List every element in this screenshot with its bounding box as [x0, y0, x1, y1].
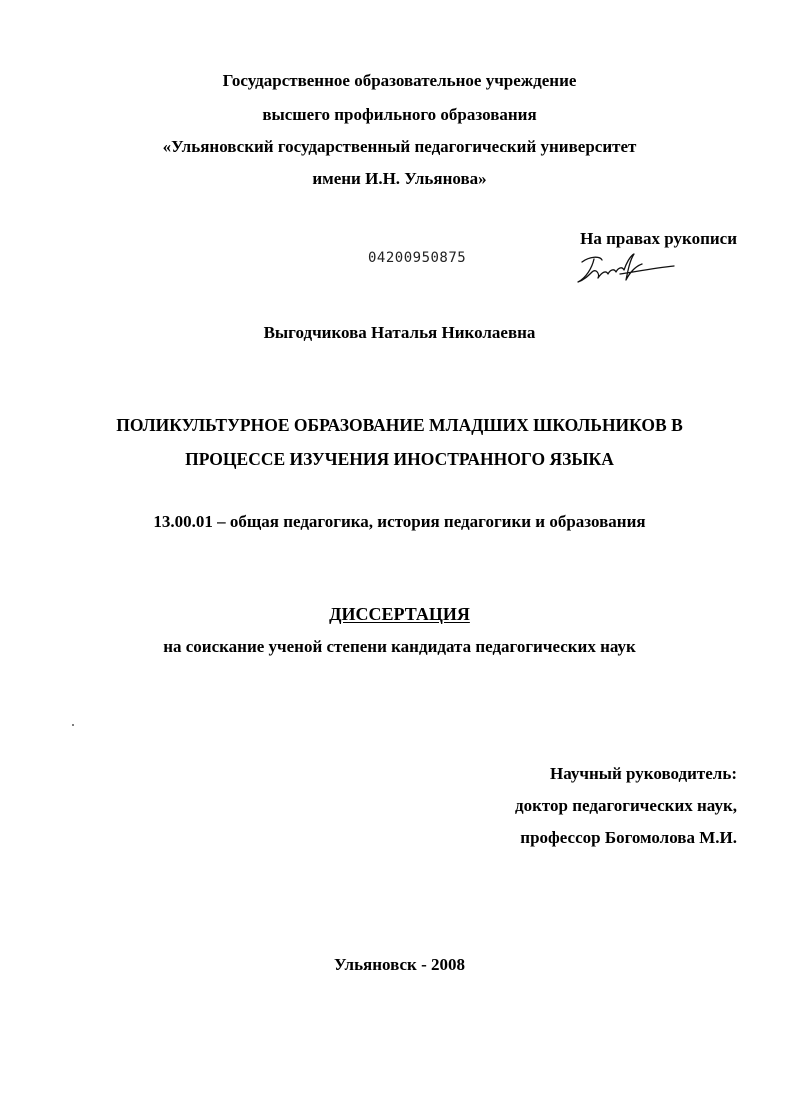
- supervisor-degree: доктор педагогических наук,: [515, 796, 737, 815]
- document-number: 04200950875: [368, 250, 467, 266]
- institution-line-4: имени И.Н. Ульянова»: [312, 169, 487, 188]
- institution-line-2: высшего профильного образования: [262, 105, 537, 124]
- institution-line-1: Государственное образовательное учреждение: [222, 71, 577, 90]
- dissertation-subtitle: на соискание ученой степени кандидата педагогических наук: [163, 637, 636, 656]
- dissertation-heading: ДИССЕРТАЦИЯ: [329, 604, 470, 624]
- title-line-1: ПОЛИКУЛЬТУРНОЕ ОБРАЗОВАНИЕ МЛАДШИХ ШКОЛЬНИКОВ В: [116, 415, 683, 435]
- city-year: Ульяновск - 2008: [333, 955, 466, 974]
- institution-line-3: «Ульяновский государственный педагогический университет: [162, 137, 637, 156]
- handwritten-signature: [572, 250, 682, 290]
- supervisor-name: профессор Богомолова М.И.: [520, 828, 737, 847]
- author-name: Выгодчикова Наталья Николаевна: [263, 323, 536, 342]
- specialty-code: 13.00.01 – общая педагогика, история педагогики и образования: [153, 512, 646, 531]
- scan-speck: [72, 724, 74, 726]
- manuscript-note: На правах рукописи: [580, 229, 737, 248]
- supervisor-label: Научный руководитель:: [550, 764, 737, 783]
- title-line-2: ПРОЦЕССЕ ИЗУЧЕНИЯ ИНОСТРАННОГО ЯЗЫКА: [185, 449, 614, 469]
